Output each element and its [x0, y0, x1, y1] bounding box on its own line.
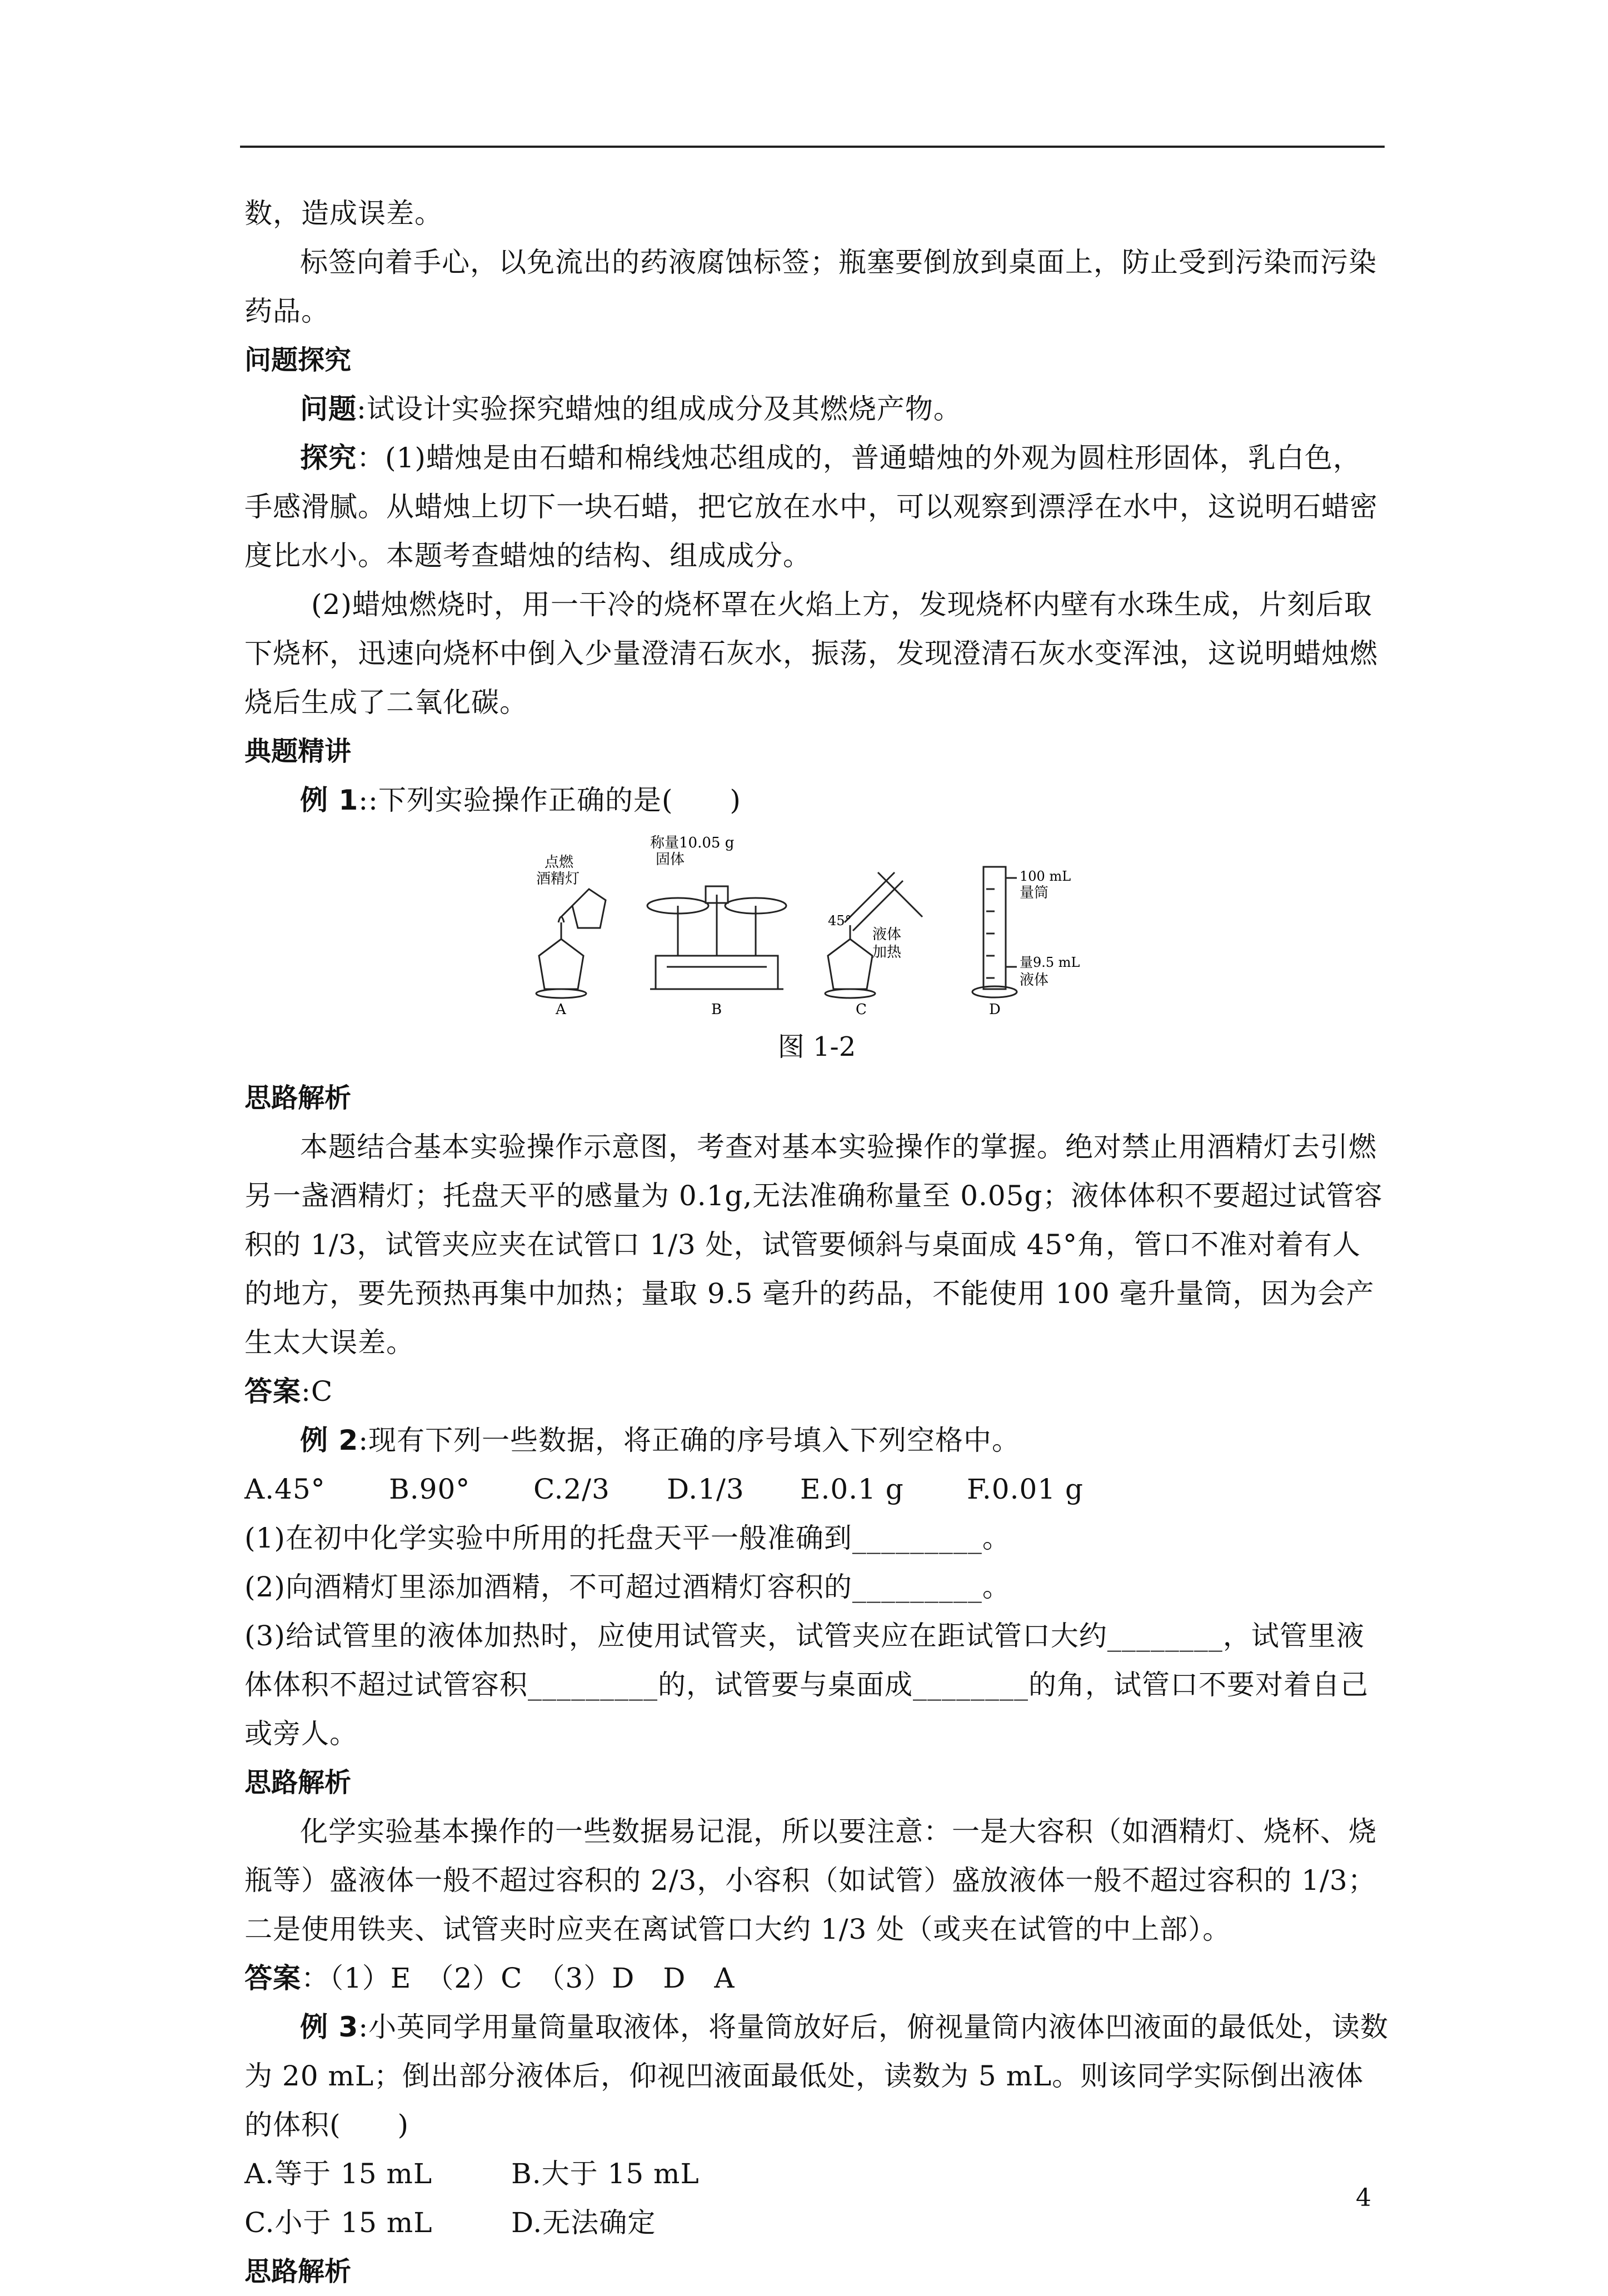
fig-letter-d: D — [989, 1001, 1001, 1017]
example-label: 例 2 — [300, 1424, 359, 1456]
header-rule — [240, 146, 1385, 148]
figure-caption: 图 1-2 — [777, 1031, 856, 1062]
answer-text: ：（1）E （2）C （3）D D A — [301, 1962, 735, 1994]
page-number: 4 — [1356, 2184, 1371, 2212]
graduated-cylinder-icon — [972, 867, 1017, 997]
example-1 — [244, 776, 1389, 825]
section-heading: 问题探究 — [244, 345, 352, 376]
option: C.2/3 — [533, 1473, 610, 1505]
question-item: (3)给试管里的液体加热时，应使用试管夹，试管夹应在距试管口大约________，试管里液体体积不超过试管容积_________的，试管要与桌面成________的角，试管口不要对着自己或旁人。 — [244, 1620, 1369, 1750]
question-text: :试设计实验探究蜡烛的组成成分及其燃烧产物。 — [357, 393, 962, 425]
section-heading: 思路解析 — [244, 2256, 352, 2287]
answer-1 — [244, 1367, 1389, 1416]
example-2-options — [244, 1465, 1389, 1514]
option: D.无法确定 — [511, 2207, 656, 2239]
figure-drawing — [517, 828, 1117, 1017]
fig-b-label-1: 称量10.05 g — [650, 835, 735, 851]
explore-text: ：(1)蜡烛是由石蜡和棉线烛芯组成的，普通蜡烛的外观为圆柱形固体，乳白色，手感滑腻。从蜡烛上切下一块石蜡，把它放在水中，可以观察到漂浮在水中，这说明石蜡密度比水小。本题考查蜡烛的结构、组成成分。 — [244, 442, 1378, 572]
fig-a-label-1: 点燃 — [545, 854, 574, 871]
fig-letter-c: C — [856, 1001, 867, 1017]
option: B.大于 15 mL — [511, 2158, 700, 2190]
question-paragraph — [244, 385, 1389, 433]
fig-letter-a: A — [556, 1001, 566, 1017]
question-label: 问题 — [300, 393, 357, 425]
answer-text: :C — [301, 1375, 333, 1407]
option: E.0.1 g — [800, 1473, 904, 1505]
example-2 — [244, 1416, 1389, 1465]
example-text: :现有下列一些数据，将正确的序号填入下列空格中。 — [358, 1424, 1021, 1456]
fig-d-label-3: 量9.5 mL — [1020, 955, 1080, 970]
analysis-paragraph: 本题结合基本实验操作示意图，考查对基本实验操作的掌握。绝对禁止用酒精灯去引燃另一盏酒精灯；托盘天平的感量为 0.1g,无法准确称量至 0.05g；液体体积不要超过试管容积的 1/3，试管夹应夹在试管口 1/3 处，试管要倾斜与桌面成 45°角，管口不准对着有人的地方，要先预热再集中加热；量取 9.5 毫升的药品，不能使用 100 毫升量筒，因为会产生太大误差。 — [244, 1131, 1383, 1359]
fig-letter-b: B — [711, 1001, 722, 1017]
fig-c-label-1: 液体 — [872, 926, 902, 943]
section-heading: 思路解析 — [244, 1767, 352, 1798]
section-heading: 典题精讲 — [244, 736, 352, 767]
example-text: :小英同学用量筒量取液体，将量筒放好后，俯视量筒内液体凹液面的最低处，读数为 20 mL；倒出部分液体后，仰视凹液面最低处，读数为 5 mL。则该同学实际倒出液体的体积( ) — [244, 2011, 1389, 2141]
example-3-options-row-1 — [244, 2149, 1389, 2198]
example-text: ::下列实验操作正确的是( ) — [358, 784, 741, 816]
balance-icon — [647, 886, 786, 989]
answer-label: 答案 — [244, 1375, 301, 1407]
paragraph: 标签向着手心，以免流出的药液腐蚀标签；瓶塞要倒放到桌面上，防止受到污染而污染药品。 — [244, 246, 1377, 327]
option: F.0.01 g — [967, 1473, 1084, 1505]
alcohol-lamp-icon — [536, 889, 606, 998]
fig-b-label-2: 固体 — [656, 851, 685, 868]
answer-2 — [244, 1954, 1389, 2003]
lab-operations-figure — [517, 828, 1117, 1017]
fig-c-angle: 45° — [828, 913, 852, 929]
explore-paragraph — [244, 433, 1389, 580]
option: A.等于 15 mL — [244, 2158, 433, 2190]
fig-c-label-2: 加热 — [872, 944, 902, 961]
fig-a-label-2: 酒精灯 — [536, 871, 580, 887]
paragraph: 数，造成误差。 — [244, 197, 443, 229]
document-body — [244, 189, 1389, 2296]
example-label: 例 3 — [300, 2011, 359, 2043]
paragraph: (2)蜡烛燃烧时，用一干冷的烧杯罩在火焰上方，发现烧杯内壁有水珠生成，片刻后取下烧杯，迅速向烧杯中倒入少量澄清石灰水，振荡，发现澄清石灰水变浑浊，这说明蜡烛燃烧后生成了二氧化碳。 — [244, 588, 1378, 718]
example-3 — [244, 2003, 1389, 2149]
fig-d-label-4: 液体 — [1020, 972, 1049, 989]
example-3-options-row-2 — [244, 2198, 1389, 2247]
option: A.45° — [244, 1473, 326, 1505]
fig-d-label-2: 量筒 — [1020, 885, 1049, 901]
analysis-paragraph: 化学实验基本操作的一些数据易记混，所以要注意：一是大容积（如酒精灯、烧杯、烧瓶等）盛液体一般不超过容积的 2/3，小容积（如试管）盛放液体一般不超过容积的 1/3；二是使用铁夹、试管夹时应夹在离试管口大约 1/3 处（或夹在试管的中上部）。 — [244, 1815, 1377, 1945]
answer-label: 答案 — [244, 1962, 301, 1994]
example-label: 例 1 — [300, 784, 359, 816]
option: B.90° — [389, 1473, 471, 1505]
section-heading: 思路解析 — [244, 1082, 352, 1114]
explore-label: 探究 — [300, 442, 357, 474]
question-item: (2)向酒精灯里添加酒精，不可超过酒精灯容积的_________。 — [244, 1571, 1011, 1603]
fig-d-label-1: 100 mL — [1020, 869, 1071, 884]
question-item: (1)在初中化学实验中所用的托盘天平一般准确到_________。 — [244, 1522, 1011, 1554]
option: D.1/3 — [667, 1473, 745, 1505]
option: C.小于 15 mL — [244, 2207, 433, 2239]
